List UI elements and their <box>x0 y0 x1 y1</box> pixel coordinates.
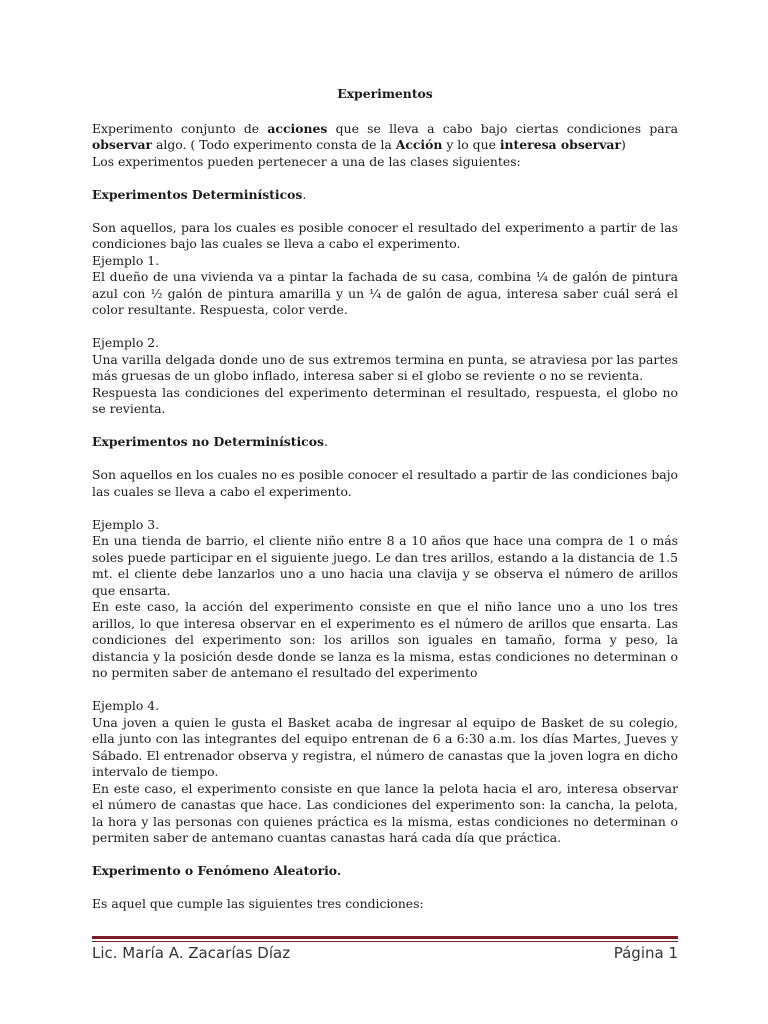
example-1-text: El dueño de una vivienda va a pintar la fachada de su casa, combina ¼ de galón de pintura azul con ½ galón de pintura amarilla y un ¼ de galón de agua, interesa saber cuál será el color resultante. Respuesta, color verde. <box>92 269 678 317</box>
example-3-text: En una tienda de barrio, el cliente niño entre 8 a 10 años que hace una compra de 1 o más soles puede participar en el siguiente juego. Le dan tres arillos, estando a la distancia de 1.5 mt. el cliente debe lanzarlos uno a uno hacia una clavija y se observa el número de arillos que ensarta. <box>92 533 678 598</box>
page-footer <box>92 944 678 962</box>
intro-bold-interesa: interesa observar <box>499 137 621 152</box>
document-body <box>92 86 678 913</box>
example-1-label: Ejemplo 1. <box>92 252 160 268</box>
footer-rule-thin <box>92 941 678 942</box>
intro-bold-acciones: acciones <box>267 120 328 136</box>
heading-text: Experimentos Determinísticos <box>92 186 303 202</box>
footer-rule <box>92 936 678 939</box>
example-3-explanation: En este caso, la acción del experimento consiste en que el niño lance uno a uno los tres arillos, lo que interesa observar en el experimento es el número de arillos que ensarta. Las condiciones del experimento son: los arillos son iguales en tamaño, forma y peso, la distancia y la posición desde donde se lanza es la misma, estas condiciones no determinan o no permiten saber de antemano el resultado del experimento <box>92 599 678 680</box>
example-2-label: Ejemplo 2. <box>92 335 160 350</box>
heading-text: Experimentos no Determinísticos <box>92 434 324 449</box>
section-heading-random: Experimento o Fenómeno Aleatorio. <box>92 863 342 878</box>
document-title: Experimentos <box>337 86 433 101</box>
footer-author: Lic. María A. Zacarías Díaz <box>92 944 291 962</box>
heading-tail: . <box>302 186 307 202</box>
intro-bold-accion: Acción <box>395 137 443 152</box>
example-2-text: Una varilla delgada donde uno de sus extremos termina en punta, se atraviesa por las partes más gruesas de un globo inflado, interesa saber si el globo se reviente o no se revienta. <box>92 351 678 383</box>
heading-tail: . <box>323 434 328 449</box>
intro-text: y lo que <box>442 137 500 152</box>
example-4-explanation: En este caso, el experimento consiste en que lance la pelota hacia el aro, interesa observar el número de canastas que hace. Las condiciones del experimento son: la cancha, la pelota, la hora y las personas con quienes práctica es la misma, estas condiciones no determinan o permiten saber de antemano cuantas canastas hará cada día que práctica. <box>92 780 678 845</box>
random-definition: Es aquel que cumple las siguientes tres condiciones: <box>92 896 424 911</box>
intro-text: algo. ( Todo experimento consta de la <box>152 137 396 152</box>
intro-classes: Los experimentos pueden pertenecer a una de las clases siguientes: <box>92 153 521 169</box>
example-4-label: Ejemplo 4. <box>92 698 160 713</box>
deterministic-definition: Son aquellos, para los cuales es posible conocer el resultado del experimento a partir de las condiciones bajo las cuales se lleva a cabo el experimento. <box>92 219 678 251</box>
example-4-text: Una joven a quien le gusta el Basket acaba de ingresar al equipo de Basket de su colegio, ella junto con las integrantes del equipo entrenan de 6 a 6:30 a.m. los días Martes, Jueves y Sábado. El entrenador observa y registra, el número de canastas que la joven logra en dicho intervalo de tiempo. <box>92 714 678 779</box>
intro-text: Experimento conjunto de <box>92 120 268 136</box>
example-2-answer: Respuesta las condiciones del experimento determinan el resultado, respuesta, el globo no se revienta. <box>92 384 678 416</box>
intro-bold-observar: observar <box>92 137 153 152</box>
section-heading-deterministic <box>92 187 678 204</box>
section-heading-nondeterministic <box>92 434 678 451</box>
nondeterministic-definition: Son aquellos en los cuales no es posible conocer el resultado a partir de las condiciones bajo las cuales se lleva a cabo el experimento. <box>92 467 678 499</box>
intro-text: ) <box>620 137 626 152</box>
intro-paragraph <box>92 121 678 154</box>
example-3-label: Ejemplo 3. <box>92 516 160 532</box>
intro-text: que se lleva a cabo bajo ciertas condiciones para <box>327 120 678 136</box>
footer-page-number: Página 1 <box>613 944 678 962</box>
